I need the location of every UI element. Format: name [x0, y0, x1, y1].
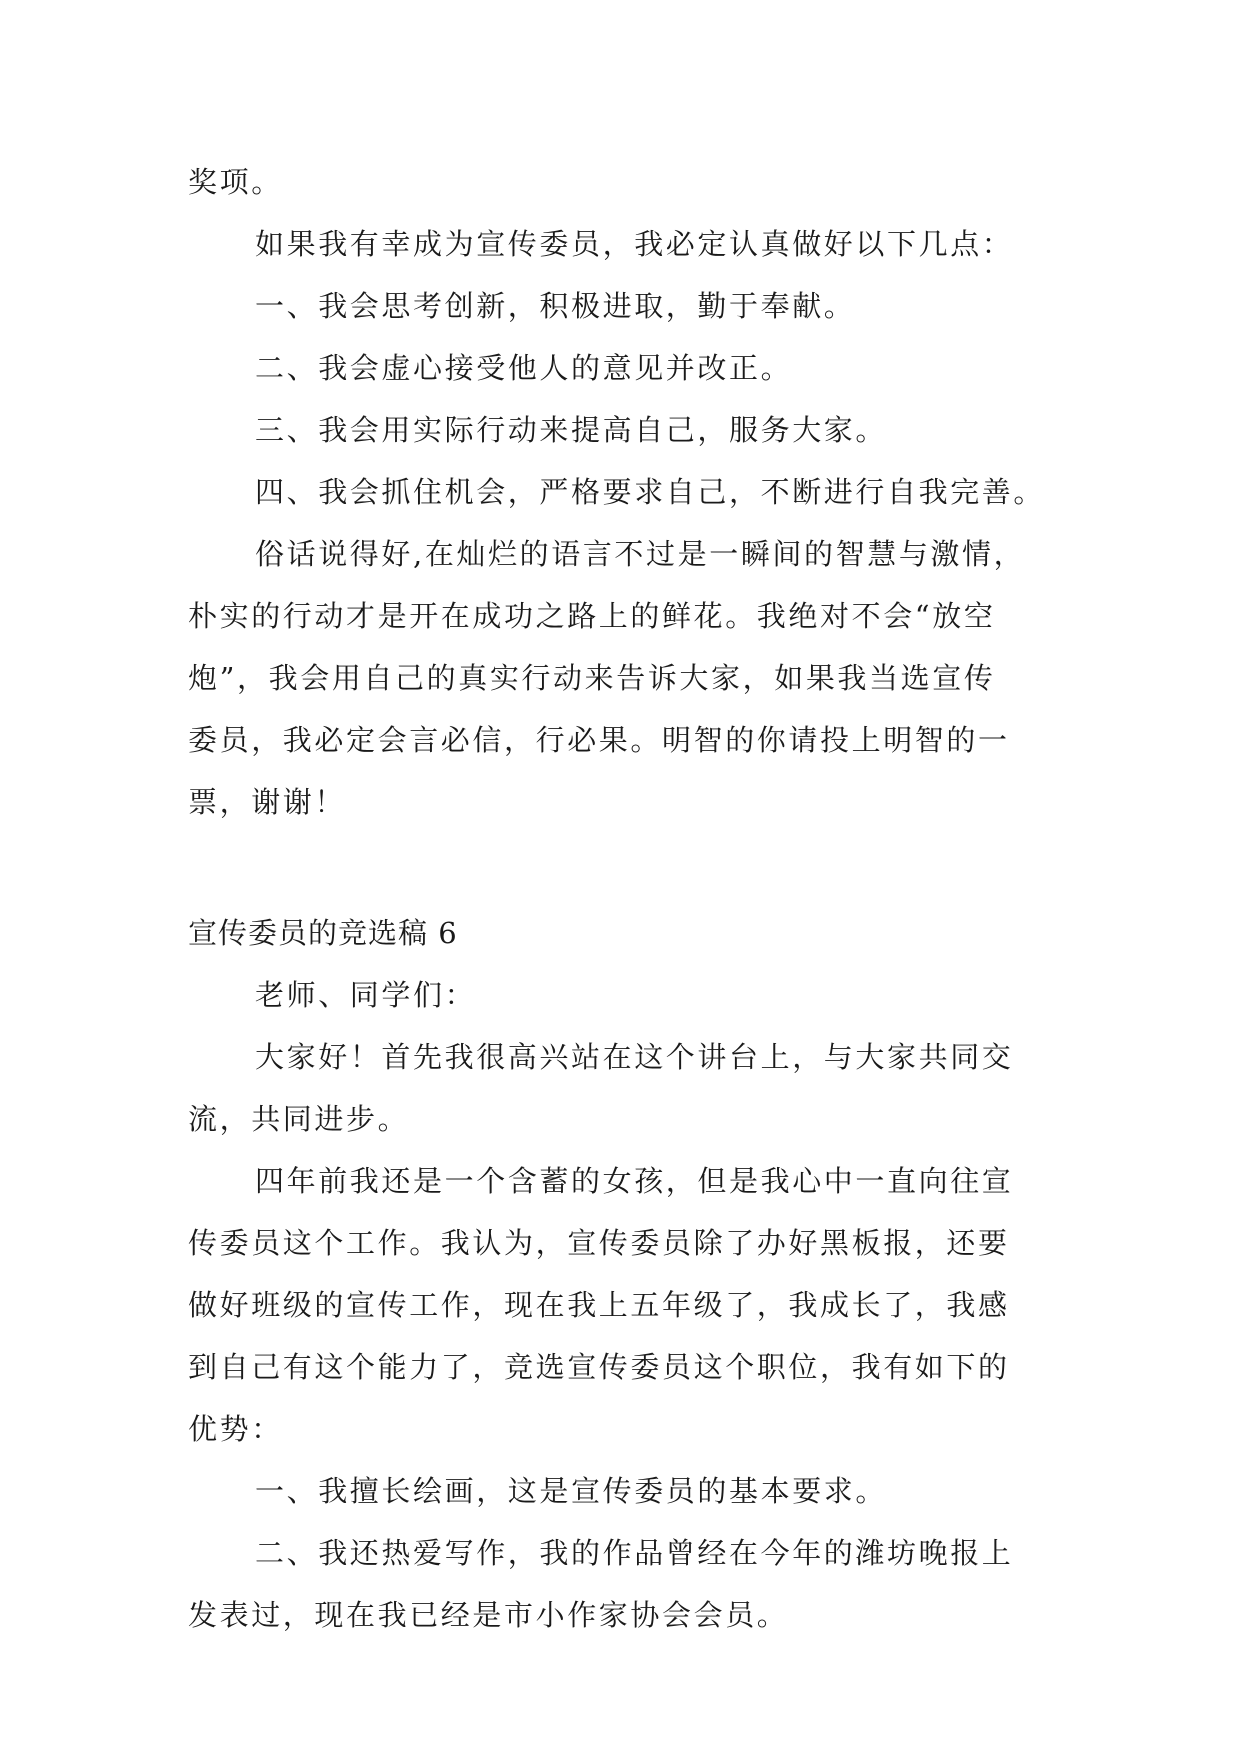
- text-line: 如果我有幸成为宣传委员，我必定认真做好以下几点：: [255, 227, 1014, 261]
- pledge-item-3: [188, 399, 1058, 461]
- text-line: 朴实的行动才是开在成功之路上的鲜花。我绝对不会“放空: [188, 599, 996, 633]
- text-line: 二、我会虚心接受他人的意见并改正。: [255, 351, 793, 385]
- text-line: 奖项。: [188, 165, 283, 199]
- section-gap: [188, 833, 1058, 902]
- text-line: 传委员这个工作。我认为，宣传委员除了办好黑板报，还要: [188, 1226, 1010, 1260]
- text-line: 三、我会用实际行动来提高自己，服务大家。: [255, 413, 888, 447]
- text-line: 二、我还热爱写作，我的作品曾经在今年的潍坊晚报上: [255, 1536, 1014, 1570]
- text-line: 流，共同进步。: [188, 1102, 410, 1136]
- text-line: 发表过，现在我已经是市小作家协会会员。: [188, 1598, 789, 1632]
- paragraph-pledge-intro: [188, 213, 1058, 275]
- text-line: 到自己有这个能力了，竞选宣传委员这个职位，我有如下的: [188, 1350, 1010, 1384]
- paragraph-continuation: [188, 151, 1058, 213]
- section-heading: 宣传委员的竞选稿 6: [188, 916, 458, 950]
- text-line: 老师、同学们：: [255, 978, 477, 1012]
- advantage-item-2: [188, 1522, 1058, 1646]
- text-line: 四年前我还是一个含蓄的女孩，但是我心中一直向往宣: [255, 1164, 1014, 1198]
- text-line: 优势：: [188, 1412, 283, 1446]
- document-body: [188, 151, 1058, 1646]
- text-line: 俗话说得好,在灿烂的语言不过是一瞬间的智慧与激情，: [255, 537, 1026, 571]
- text-line: 做好班级的宣传工作，现在我上五年级了，我成长了，我感: [188, 1288, 1010, 1322]
- pledge-item-2: [188, 337, 1058, 399]
- text-line: 一、我擅长绘画，这是宣传委员的基本要求。: [255, 1474, 888, 1508]
- text-line: 四、我会抓住机会，严格要求自己，不断进行自我完善。: [255, 475, 1046, 509]
- paragraph-greeting: [188, 1026, 1058, 1150]
- text-line: 委员，我必定会言必信，行必果。明智的你请投上明智的一: [188, 723, 1010, 757]
- text-line: 一、我会思考创新，积极进取，勤于奉献。: [255, 289, 856, 323]
- text-line: 炮”，我会用自己的真实行动来告诉大家，如果我当选宣传: [188, 661, 996, 695]
- advantage-item-1: [188, 1460, 1058, 1522]
- pledge-item-4: [188, 461, 1058, 523]
- paragraph-closing: [188, 523, 1058, 833]
- pledge-item-1: [188, 275, 1058, 337]
- paragraph-background: [188, 1150, 1058, 1460]
- text-line: 票，谢谢！: [188, 785, 347, 819]
- paragraph-salutation: [188, 964, 1058, 1026]
- text-line: 大家好！首先我很高兴站在这个讲台上，与大家共同交: [255, 1040, 1014, 1074]
